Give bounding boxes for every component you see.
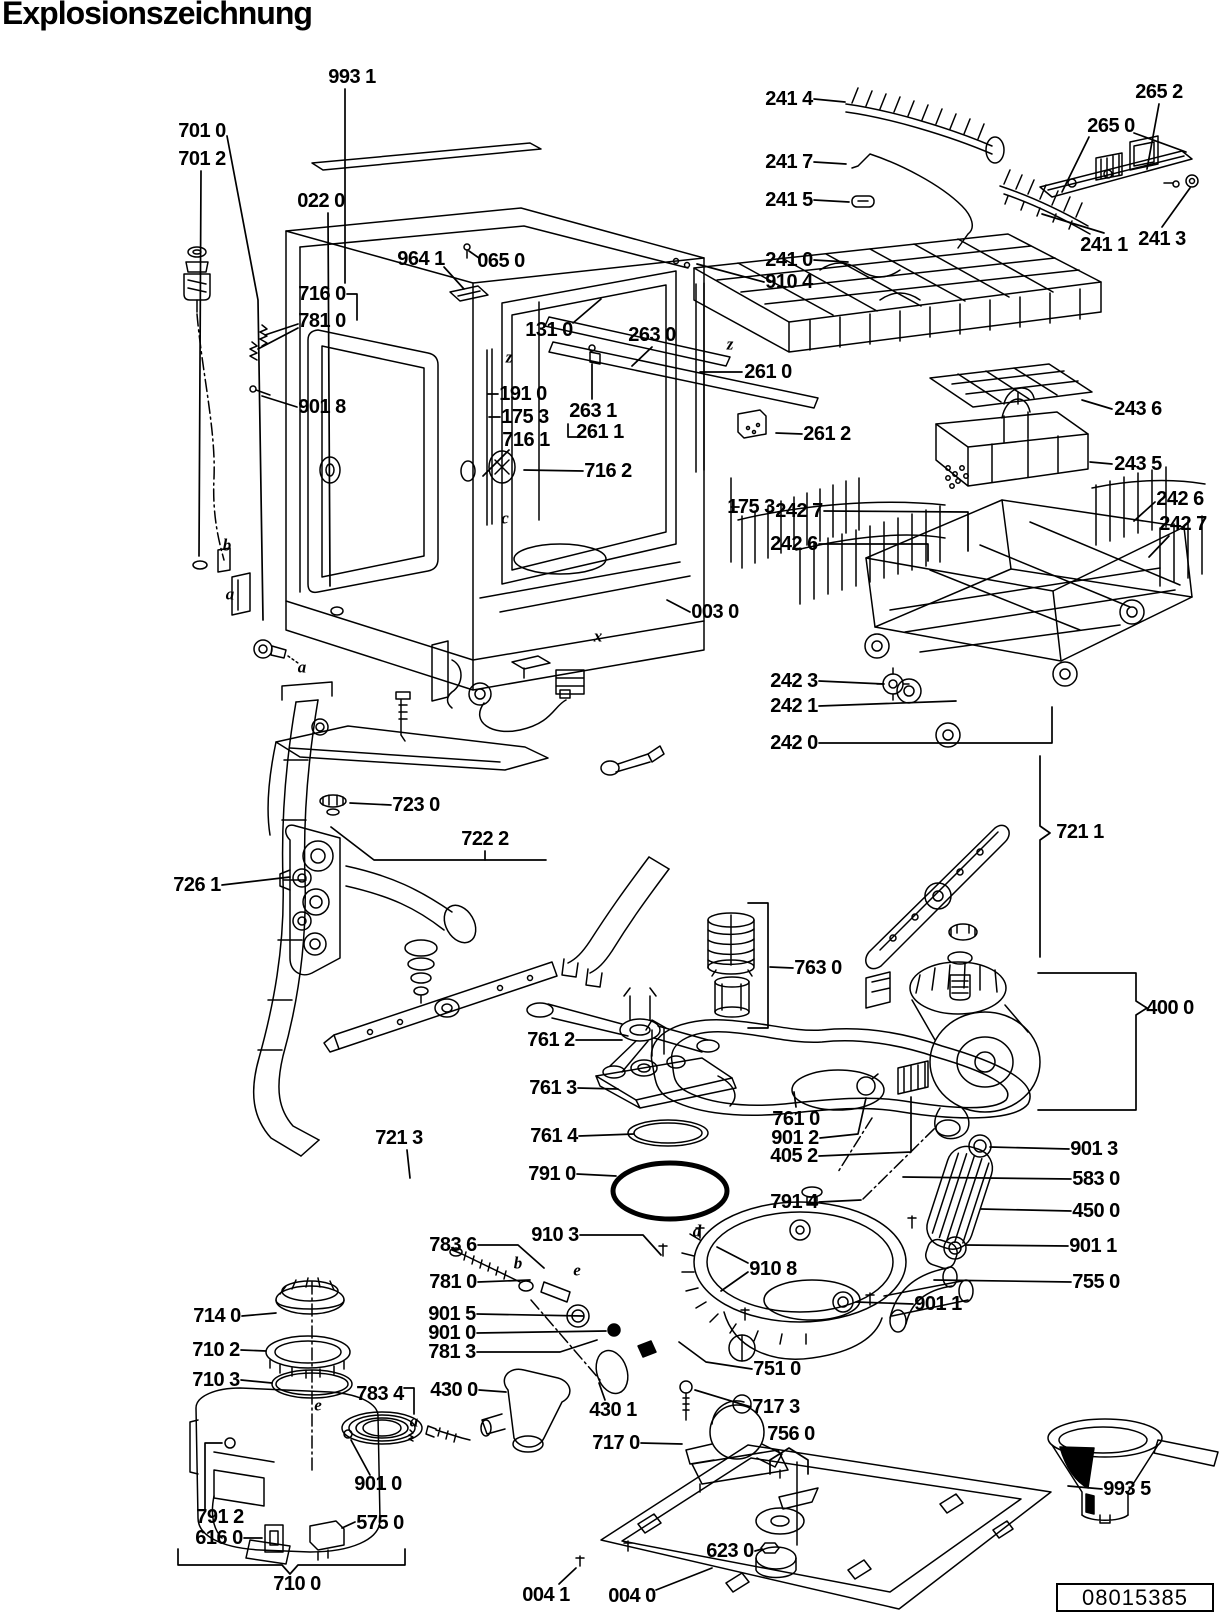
leader-line — [524, 470, 583, 471]
leader-line — [1042, 214, 1104, 233]
part-label: 717 0 — [592, 1432, 640, 1454]
leader-line — [227, 136, 263, 620]
leader-line — [241, 1350, 266, 1351]
leader-line — [1082, 400, 1112, 409]
part-label: 901 8 — [298, 396, 346, 418]
part-label: 710 0 — [273, 1573, 321, 1595]
leader-line — [407, 1150, 410, 1178]
part-label: 726 1 — [173, 874, 221, 896]
leader-line — [265, 324, 298, 335]
part-label: 131 0 — [525, 319, 573, 341]
part-label: 791 0 — [528, 1163, 576, 1185]
leader-line — [814, 200, 849, 202]
leader-line — [641, 1443, 682, 1444]
leader-line — [477, 1340, 597, 1352]
part-label: 241 3 — [1138, 228, 1186, 250]
part-label: 430 1 — [589, 1399, 637, 1421]
leader-line — [820, 1098, 866, 1138]
part-label: 405 2 — [770, 1145, 818, 1167]
part-label: 761 4 — [530, 1125, 578, 1147]
part-label: 242 6 — [770, 533, 818, 555]
leader-line — [814, 162, 846, 164]
part-label: 263 0 — [628, 324, 676, 346]
leader-line — [559, 1568, 576, 1584]
part-label: 261 1 — [576, 421, 624, 443]
document-number: 08015385 — [1082, 1584, 1188, 1610]
leader-line — [404, 1388, 414, 1414]
leader-line — [1162, 188, 1190, 227]
part-label: 761 2 — [527, 1029, 575, 1051]
part-label: 901 1 — [914, 1293, 962, 1315]
part-label: 716 1 — [502, 429, 550, 451]
part-label: 263 1 — [569, 400, 617, 422]
reference-letter: a — [297, 657, 307, 677]
reference-letter: b — [513, 1253, 523, 1273]
part-label: 716 2 — [584, 460, 632, 482]
part-label: 701 0 — [178, 120, 226, 142]
part-label: 022 0 — [297, 190, 345, 212]
part-label: 716 0 — [298, 283, 346, 305]
leader-line — [479, 1390, 506, 1392]
part-label: 910 4 — [765, 271, 813, 293]
part-label: 242 6 — [1156, 488, 1204, 510]
leader-line — [444, 267, 464, 289]
part-label: 261 0 — [744, 361, 792, 383]
part-label: 175 3 — [727, 496, 775, 518]
part-label: 243 5 — [1114, 453, 1162, 475]
spray-arm-drawing — [866, 825, 1009, 1000]
leader-line — [178, 1549, 405, 1574]
part-label: 717 3 — [752, 1396, 800, 1418]
part-label: 065 0 — [477, 250, 525, 272]
part-label: 261 2 — [803, 423, 851, 445]
part-label: 243 6 — [1114, 398, 1162, 420]
part-label: 191 0 — [499, 383, 547, 405]
part-label: 721 1 — [1056, 821, 1104, 843]
part-label: 756 0 — [767, 1423, 815, 1445]
part-label: 430 0 — [430, 1379, 478, 1401]
reference-letter: e — [573, 1260, 581, 1280]
leader-line — [331, 827, 546, 860]
reference-letter: b — [222, 535, 232, 555]
part-label: 004 1 — [522, 1584, 570, 1606]
top-strip-drawing — [312, 143, 541, 170]
part-label: 791 4 — [770, 1191, 818, 1213]
doser-drawing — [756, 1462, 818, 1578]
part-label: 901 0 — [354, 1473, 402, 1495]
leader-line — [965, 1245, 1068, 1246]
reference-letter: a — [225, 584, 235, 604]
reference-letter: e — [314, 1395, 322, 1415]
sump-assembly-drawing — [450, 1187, 973, 1361]
page-title: Explosionszeichnung — [2, 0, 312, 31]
part-label: 710 2 — [192, 1339, 240, 1361]
leader-line — [1040, 756, 1050, 957]
part-label: 964 1 — [397, 248, 445, 270]
part-label: 400 0 — [1146, 997, 1194, 1019]
part-label: 004 0 — [608, 1585, 656, 1607]
pump-motor-drawing — [857, 962, 1040, 1139]
part-label: 616 0 — [195, 1527, 243, 1549]
part-label: 241 0 — [765, 249, 813, 271]
part-label: 242 7 — [1159, 513, 1207, 535]
part-label: 722 2 — [461, 828, 509, 850]
part-label: 241 4 — [765, 88, 813, 110]
part-label: 450 0 — [1072, 1200, 1120, 1222]
leader-line — [819, 681, 884, 684]
leader-line — [578, 1088, 618, 1089]
reference-letter: x — [593, 626, 603, 646]
leader-line — [241, 1380, 272, 1383]
part-label: 783 4 — [356, 1383, 404, 1405]
part-label: 242 0 — [770, 732, 818, 754]
leader-line — [679, 1342, 752, 1369]
leader-line — [632, 347, 652, 366]
part-label: 710 3 — [192, 1369, 240, 1391]
leader-line — [721, 1272, 748, 1291]
part-label: 901 3 — [1070, 1138, 1118, 1160]
leader-line — [579, 1134, 634, 1136]
leader-line — [577, 1174, 616, 1176]
part-label: 761 0 — [772, 1108, 820, 1130]
reference-letter: z — [505, 347, 513, 367]
leader-line — [1038, 973, 1147, 1110]
leader-line — [981, 1209, 1071, 1211]
part-label: 721 3 — [375, 1127, 423, 1149]
part-label: 901 0 — [428, 1322, 476, 1344]
part-label: 993 5 — [1103, 1478, 1151, 1500]
part-label: 265 2 — [1135, 81, 1183, 103]
upper-basket-drawing — [694, 234, 1101, 352]
leader-line — [477, 1331, 606, 1333]
part-label: 910 3 — [531, 1224, 579, 1246]
funnel-drawing — [1048, 1419, 1218, 1523]
filter-drawing — [708, 913, 754, 1017]
leader-line — [478, 1245, 544, 1268]
cutlery-basket-drawing — [930, 364, 1092, 488]
leader-line — [342, 1522, 355, 1528]
part-label: 781 0 — [298, 310, 346, 332]
reference-letter: d — [692, 1221, 702, 1241]
part-label: 751 0 — [753, 1358, 801, 1380]
part-label: 242 3 — [770, 670, 818, 692]
leader-line — [351, 1440, 370, 1475]
leader-line — [903, 1177, 1071, 1179]
part-label: 783 6 — [429, 1234, 477, 1256]
part-label: 993 1 — [328, 66, 376, 88]
leader-line — [794, 1092, 796, 1107]
leader-line — [819, 701, 956, 706]
part-label: 763 0 — [794, 957, 842, 979]
leader-line — [819, 707, 1052, 743]
part-label: 242 7 — [775, 500, 823, 522]
leader-line — [814, 99, 845, 102]
part-label: 003 0 — [691, 601, 739, 623]
part-label: 242 1 — [770, 695, 818, 717]
part-label: 901 5 — [428, 1303, 476, 1325]
part-label: 241 5 — [765, 189, 813, 211]
part-label: 910 8 — [749, 1258, 797, 1280]
part-label: 791 2 — [196, 1506, 244, 1528]
reference-letter: c — [501, 508, 509, 528]
top-rack-parts-drawing — [846, 88, 1198, 248]
leader-line — [242, 1313, 276, 1316]
leader-line — [856, 1302, 913, 1304]
leader-line — [199, 171, 201, 556]
leader-line — [350, 803, 391, 805]
leader-line — [717, 1247, 748, 1263]
document-number-box — [1056, 1583, 1214, 1612]
part-label: 781 3 — [428, 1341, 476, 1363]
part-label: 241 7 — [765, 151, 813, 173]
leader-line — [667, 600, 690, 612]
leader-line — [814, 260, 848, 262]
leader-line — [776, 433, 802, 434]
leader-line — [347, 294, 357, 320]
part-label: 723 0 — [392, 794, 440, 816]
leader-line — [990, 1147, 1069, 1149]
leader-line — [262, 396, 297, 407]
leader-line — [770, 967, 793, 968]
part-label: 714 0 — [193, 1305, 241, 1327]
part-label: 575 0 — [356, 1512, 404, 1534]
part-label: 901 2 — [771, 1127, 819, 1149]
leader-line — [819, 1200, 861, 1202]
leader-line — [748, 903, 768, 1028]
part-label: 755 0 — [1072, 1271, 1120, 1293]
part-label: 623 0 — [706, 1540, 754, 1562]
reference-letter: a — [409, 1411, 419, 1431]
part-label: 761 3 — [529, 1077, 577, 1099]
reference-letter: z — [726, 334, 734, 354]
leader-line — [580, 1235, 661, 1255]
leader-line — [656, 1568, 712, 1590]
part-label: 265 0 — [1087, 115, 1135, 137]
part-label: 701 2 — [178, 148, 226, 170]
part-label: 175 3 — [501, 406, 549, 428]
part-label: 781 0 — [429, 1271, 477, 1293]
part-label: 241 1 — [1080, 234, 1128, 256]
part-label: 583 0 — [1072, 1168, 1120, 1190]
leader-line — [1134, 133, 1186, 152]
leader-line — [1090, 462, 1112, 464]
leader-line — [697, 264, 764, 282]
part-label: 901 1 — [1069, 1235, 1117, 1257]
